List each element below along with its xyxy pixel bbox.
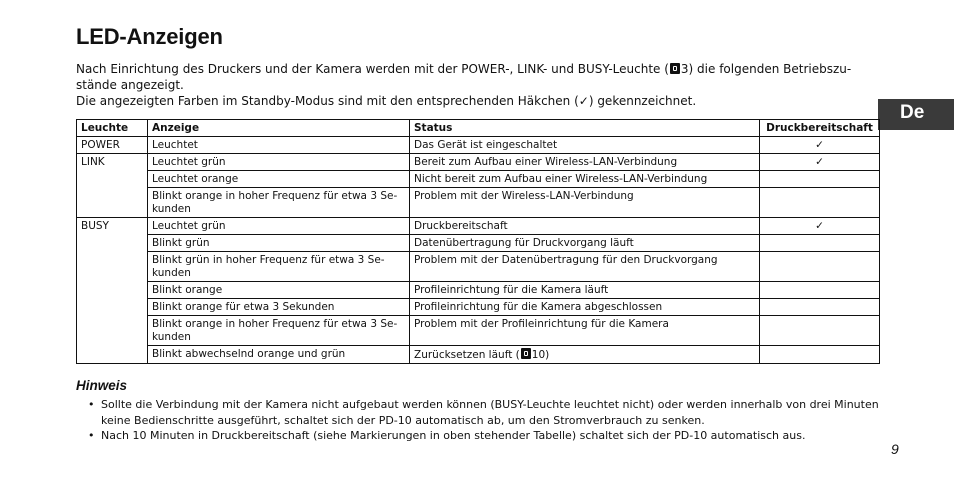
cell-leuchte: POWER [77, 137, 148, 154]
cell-status: Druckbereitschaft [410, 218, 760, 235]
header-status: Status [410, 120, 760, 137]
cell-status: Nicht bereit zum Aufbau einer Wireless-LAN-Verbindung [410, 171, 760, 188]
cell-anzeige: Blinkt orange in hoher Frequenz für etwa 3 Se-kunden [148, 188, 410, 218]
table-row [77, 137, 880, 154]
led-table [76, 119, 880, 364]
status-ref: 10 [531, 349, 546, 361]
cell-druckbereitschaft: ✓ [760, 154, 880, 171]
cell-anzeige: Blinkt orange in hoher Frequenz für etwa 3 Se-kunden [148, 316, 410, 346]
intro-paragraph-2: Die angezeigten Farben im Standby-Modus sind mit den entsprechenden Häkchen (✓) gekennzeichnet. [76, 94, 697, 108]
table-row [77, 235, 880, 252]
page-number: 9 [891, 441, 899, 457]
cell-druckbereitschaft [760, 316, 880, 346]
cell-druckbereitschaft: ✓ [760, 218, 880, 235]
page-reference-icon [670, 63, 680, 74]
cell-leuchte: LINK [77, 154, 148, 218]
cell-druckbereitschaft [760, 299, 880, 316]
table-header-row [77, 120, 880, 137]
cell-anzeige: Leuchtet grün [148, 154, 410, 171]
page-reference-icon [521, 348, 531, 359]
intro-line1-ref: 3 [680, 62, 689, 76]
cell-leuchte: BUSY [77, 218, 148, 364]
cell-anzeige: Blinkt orange [148, 282, 410, 299]
cell-status [410, 346, 760, 364]
note-item: • Nach 10 Minuten in Druckbereitschaft (siehe Markierungen in oben stehender Tabelle) schaltet sich der PD-10 automatisch aus. [88, 428, 888, 444]
header-druckbereitschaft: Druckbereitschaft [760, 120, 880, 137]
table-row [77, 218, 880, 235]
cell-status: Profileinrichtung für die Kamera abgeschlossen [410, 299, 760, 316]
note-item: • Sollte die Verbindung mit der Kamera nicht aufgebaut werden können (BUSY-Leuchte leuchtet nicht) oder werden innerhalb von drei Minuten keine Bedienschritte ausgeführt, schaltet sich der PD-10 automatisch ab, um den Stromverbrauch zu senken. [88, 397, 888, 428]
cell-druckbereitschaft [760, 171, 880, 188]
table-row [77, 282, 880, 299]
hinweis-notes [88, 397, 888, 444]
status-text: Zurücksetzen läuft ( [414, 349, 520, 361]
cell-druckbereitschaft [760, 252, 880, 282]
table-row [77, 316, 880, 346]
language-tab: De [878, 99, 954, 130]
cell-anzeige: Leuchtet [148, 137, 410, 154]
table-row [77, 299, 880, 316]
cell-anzeige: Blinkt orange für etwa 3 Sekunden [148, 299, 410, 316]
cell-status: Problem mit der Profileinrichtung für die Kamera [410, 316, 760, 346]
cell-status: Datenübertragung für Druckvorgang läuft [410, 235, 760, 252]
cell-anzeige: Leuchtet orange [148, 171, 410, 188]
cell-druckbereitschaft: ✓ [760, 137, 880, 154]
intro-line1-a: Nach Einrichtung des Druckers und der Kamera werden mit der POWER-, LINK- und BUSY-Leuchte ( [76, 62, 669, 76]
cell-anzeige: Blinkt grün [148, 235, 410, 252]
cell-druckbereitschaft [760, 235, 880, 252]
cell-anzeige: Blinkt grün in hoher Frequenz für etwa 3 Se-kunden [148, 252, 410, 282]
cell-druckbereitschaft [760, 188, 880, 218]
page-title: LED-Anzeigen [76, 24, 223, 49]
cell-anzeige: Blinkt abwechselnd orange und grün [148, 346, 410, 364]
table-row [77, 188, 880, 218]
table-row [77, 252, 880, 282]
cell-druckbereitschaft [760, 282, 880, 299]
header-leuchte: Leuchte [77, 120, 148, 137]
intro-paragraph-1 [76, 61, 882, 93]
cell-status: Bereit zum Aufbau einer Wireless-LAN-Verbindung [410, 154, 760, 171]
table-row [77, 346, 880, 364]
intro-line1-b: ) die folgenden Betriebszu-stände angezeigt. [76, 62, 852, 92]
hinweis-heading: Hinweis [76, 378, 128, 393]
table-body [77, 137, 880, 364]
table-row [77, 154, 880, 171]
cell-status: Profileinrichtung für die Kamera läuft [410, 282, 760, 299]
table-row [77, 171, 880, 188]
cell-status: Das Gerät ist eingeschaltet [410, 137, 760, 154]
status-end: ) [545, 349, 550, 361]
cell-druckbereitschaft [760, 346, 880, 364]
intro-text [76, 61, 882, 109]
cell-anzeige: Leuchtet grün [148, 218, 410, 235]
cell-status: Problem mit der Wireless-LAN-Verbindung [410, 188, 760, 218]
cell-status: Problem mit der Datenübertragung für den Druckvorgang [410, 252, 760, 282]
header-anzeige: Anzeige [148, 120, 410, 137]
